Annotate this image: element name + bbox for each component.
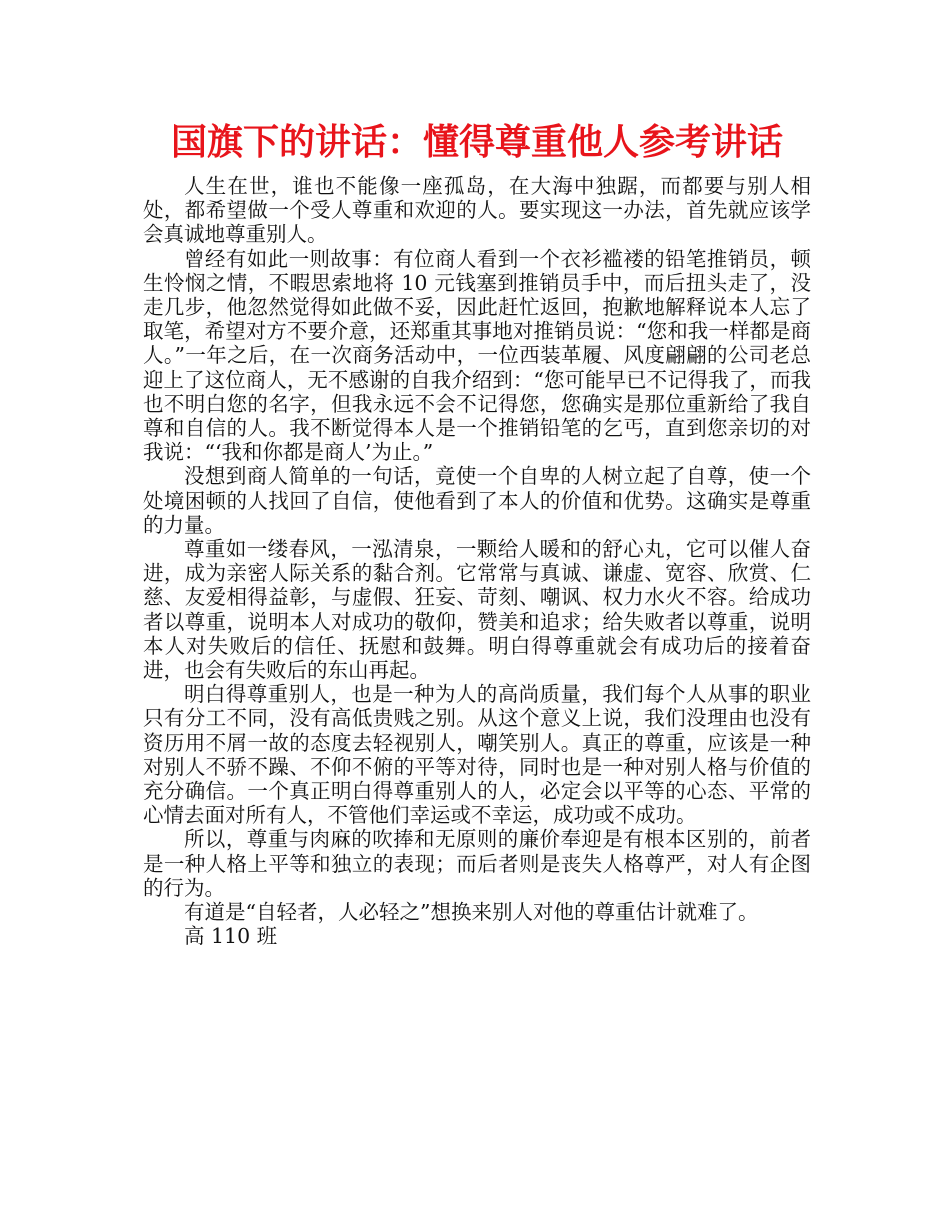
document-page: [143, 118, 811, 949]
paragraph-distinction: 所以，尊重与肉麻的吹捧和无原则的廉价奉迎是有根本区别的，前者是一种人格上平等和独立的表现；而后者则是丧失人格尊严，对人有企图的行为。: [143, 827, 811, 900]
paragraph-power-of-respect: 没想到商人简单的一句话，竟使一个自卑的人树立起了自尊，使一个处境困顿的人找回了自信，使他看到了本人的价值和优势。这确实是尊重的力量。: [143, 464, 811, 537]
paragraph-respect-like-breeze: 尊重如一缕春风，一泓清泉，一颗给人暖和的舒心丸，它可以催人奋进，成为亲密人际关系的黏合剂。它常常与真诚、谦虚、宽容、欣赏、仁慈、友爱相得益彰，与虚假、狂妄、苛刻、嘲讽、权力水火不容。给成功者以尊重，说明本人对成功的敬仰，赞美和追求；给失败者以尊重，说明本人对失败后的信任、抚慰和鼓舞。明白得尊重就会有成功后的接着奋进，也会有失败后的东山再起。: [143, 537, 811, 683]
signature-class: 高 110 班: [184, 924, 278, 949]
paragraph-noble-quality: 明白得尊重别人，也是一种为人的高尚质量，我们每个人从事的职业只有分工不同，没有高低贵贱之别。从这个意义上说，我们没理由也没有资历用不屑一故的态度去轻视别人，嘲笑别人。真正的尊重，应该是一种对别人不骄不躁、不仰不俯的平等对待，同时也是一种对别人格与价值的充分确信。一个真正明白得尊重别人的人，必定会以平等的心态、平常的心情去面对所有人，不管他们幸运或不幸运，成功或不成功。: [143, 682, 811, 828]
paragraph-story: 曾经有如此一则故事：有位商人看到一个衣衫褴褛的铅笔推销员，顿生怜悯之情，不暇思索地将 10 元钱塞到推销员手中，而后扭头走了，没走几步，他忽然觉得如此做不妥，因此赶忙返回，抱歉地解释说本人忘了取笔，希望对方不要介意，还郑重其事地对推销员说：“您和我一样都是商人。”一年之后，在一次商务活动中，一位西装革履、风度翩翩的公司老总迎上了这位商人，无不感谢的自我介绍到：“您可能早已不记得我了，而我也不明白您的名字，但我永远不会不记得您，您确实是那位重新给了我自尊和自信的人。我不断觉得本人是一个推销铅笔的乞丐，直到您亲切的对我说：“‘我和你都是商人’为止。”: [143, 246, 811, 465]
document-title: 国旗下的讲话：懂得尊重他人参考讲话: [170, 122, 783, 163]
paragraph-intro: 人生在世，谁也不能像一座孤岛，在大海中独踞，而都要与别人相处，都希望做一个受人尊重和欢迎的人。要实现这一办法，首先就应该学会真诚地尊重别人。: [143, 174, 811, 247]
paragraph-saying: 有道是“自轻者，人必轻之”想换来别人对他的尊重估计就难了。: [184, 900, 759, 925]
